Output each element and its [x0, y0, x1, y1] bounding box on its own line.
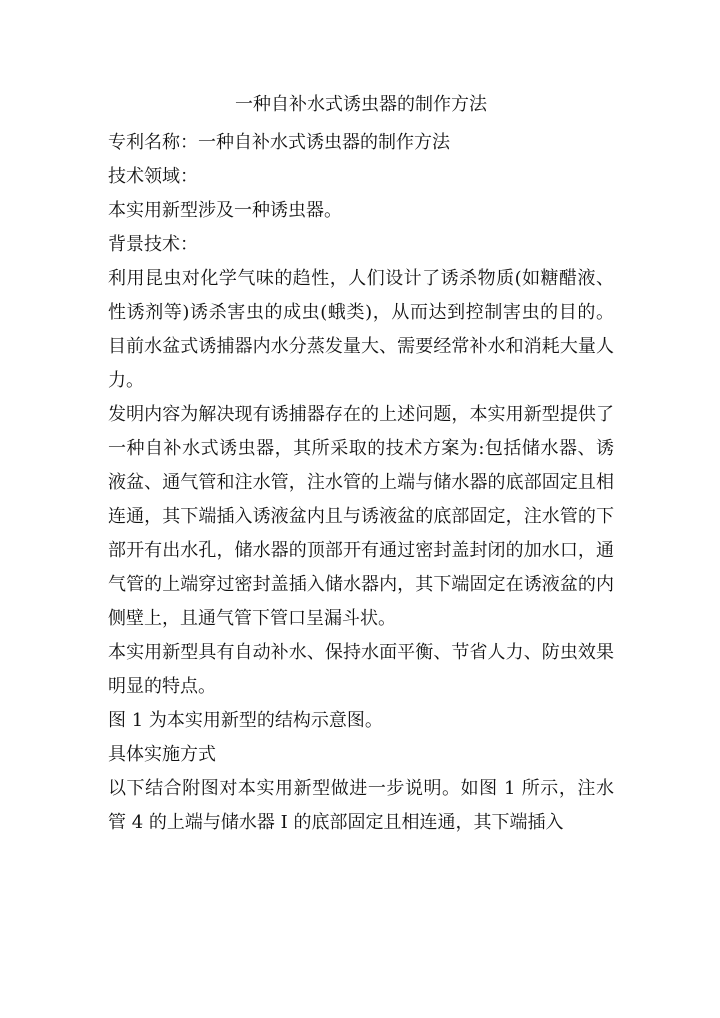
embodiment-heading: 具体实施方式 — [108, 744, 216, 765]
effect-paragraph: 本实用新型具有自动补水、保持水面平衡、节省人力、防虫效果明显的特点。 — [108, 642, 614, 697]
figure-caption: 图 1 为本实用新型的结构示意图。 — [108, 710, 383, 731]
summary-paragraph: 发明内容为解决现有诱捕器存在的上述问题，本实用新型提供了一种自补水式诱虫器，其所采取的技术方案为:包括储水器、诱液盆、通气管和注水管，注水管的上端与储水器的底部固定且相连通，其下端插入诱液盆内且与诱液盆的底部固定，注水管的下部开有出水孔，储水器的顶部开有通过密封盖封闭的加水口，通气管的上端穿过密封盖插入储水器内，其下端固定在诱液盆的内侧壁上，且通气管下管口呈漏斗状。 — [108, 404, 614, 629]
tech-field-heading: 技术领域： — [108, 166, 198, 187]
document-title: 一种自补水式诱虫器的制作方法 — [235, 94, 487, 115]
tech-field-text: 本实用新型涉及一种诱虫器。 — [108, 200, 342, 221]
embodiment-paragraph: 以下结合附图对本实用新型做进一步说明。如图 1 所示，注水管 4 的上端与储水器 I 的底部固定且相连通，其下端插入 — [108, 778, 614, 833]
patent-name: 专利名称：一种自补水式诱虫器的制作方法 — [108, 132, 450, 153]
document-page — [108, 90, 614, 840]
background-heading: 背景技术： — [108, 234, 198, 255]
background-paragraph: 利用昆虫对化学气味的趋性，人们设计了诱杀物质(如糖醋液、性诱剂等)诱杀害虫的成虫(蛾类)，从而达到控制害虫的目的。目前水盆式诱捕器内水分蒸发量大、需要经常补水和消耗大量人力。 — [108, 268, 614, 391]
